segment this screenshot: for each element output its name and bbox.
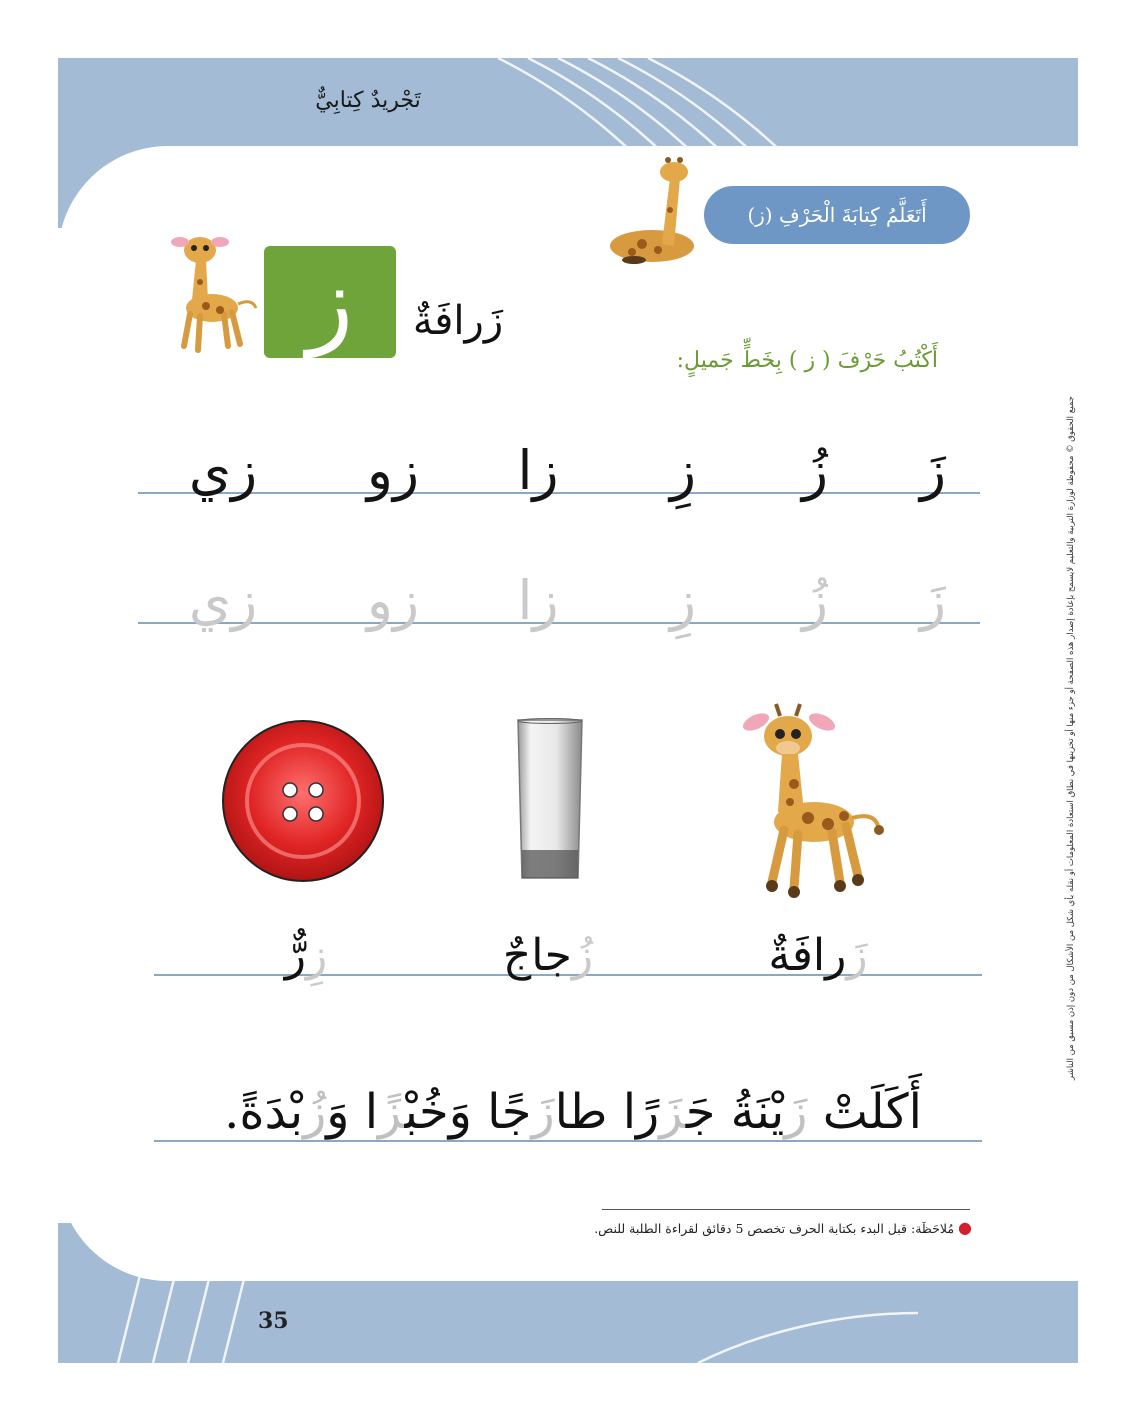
copyright-side: جميع الحقوق © محفوظة لوزارة التربية والتعليم لايسمح بإعادة إصدار هذه الصفحة أو جزء منها أو تخزينها في نطاق استعادة المعلومات أو نقله بأي شكل من الأشكال من دون إذن مسبق من الناشر	[1066, 396, 1076, 1080]
trace-syllable: زَ	[919, 569, 947, 632]
instruction-text: أَكْتُبُ حَرْفَ ( ز ) بِخَطٍّ جَميلٍ:	[676, 348, 938, 373]
button-image	[218, 716, 388, 886]
sentence-writing-line	[154, 1140, 982, 1142]
syllable: زي	[188, 439, 258, 502]
note-divider	[602, 1209, 970, 1210]
giraffe-image	[738, 700, 888, 902]
practice-sentence: أَكَلَتْ زَيْنَةُ جَزَرًا طازَجًا وَخُبْزًا وَزُبْدَةً.	[224, 1084, 922, 1140]
trace-syllable: زي	[188, 569, 258, 632]
page-number: 35	[258, 1308, 289, 1334]
lesson-pill: أَتَعَلَّمُ كِتابَةَ الْحَرْفِ (ز)	[704, 186, 970, 244]
syllable: زَ	[919, 439, 947, 502]
letter-card: ز	[264, 246, 396, 358]
footer-curve	[58, 1121, 1078, 1281]
trace-syllable: زو	[366, 569, 420, 632]
trace-syllable: زا	[517, 569, 559, 632]
syllable: زو	[366, 439, 420, 502]
giraffe-icon	[162, 228, 262, 358]
teacher-note: ● مُلاحَظَة: قبل البدء بكتابة الحرف تخصص 5 دقائق لقراءة الطلبة للنص.	[594, 1218, 972, 1237]
trace-syllable: زُ	[801, 569, 829, 632]
picture-word-glass: زُجاجٌ	[502, 930, 594, 981]
glass-image	[514, 718, 586, 884]
hero-word: زَرافَةٌ	[412, 298, 504, 344]
bullet-icon: ●	[958, 1218, 972, 1237]
sitting-giraffe-icon	[604, 154, 704, 270]
page-title: تَجْريدٌ كِتابِيٌّ	[315, 88, 421, 113]
syllable: زِ	[669, 439, 697, 502]
syllable: زُ	[801, 439, 829, 502]
practice-row-trace	[138, 569, 980, 644]
practice-row-dark	[138, 439, 980, 514]
picture-word-giraffe: زَرافَةٌ	[768, 930, 868, 981]
syllable: زا	[517, 439, 559, 502]
trace-syllable: زِ	[669, 569, 697, 632]
picture-word-button: زِرٌّ	[284, 930, 328, 981]
workbook-page	[58, 58, 1078, 1363]
